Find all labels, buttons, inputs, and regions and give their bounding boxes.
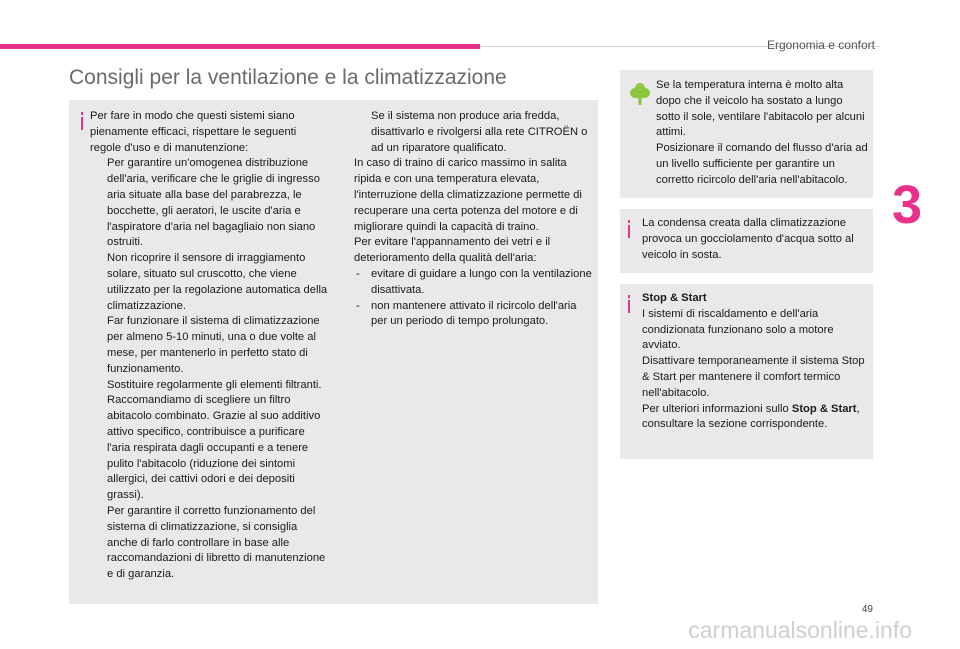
main-column-left (90, 109, 328, 583)
main-column-right (354, 109, 594, 330)
eco-tree-icon (629, 82, 651, 106)
info-icon (624, 220, 634, 238)
eco-tip-text: Posizionare il comando del flusso d'aria ad un livello sufficiente per garantire un corretto ricircolo dell'aria nell'abitacolo. (656, 142, 868, 186)
header-accent-bar (0, 44, 480, 49)
condensation-info-box (620, 209, 873, 273)
list-item: Se il sistema non produce aria fredda, disattivarlo e rivolgersi alla rete CITROËN o ad un riparatore qualificato. (371, 110, 588, 154)
eco-tip-text: Se la temperatura interna è molto alta dopo che il veicolo ha sostato a lungo sotto il sole, ventilare l'abitacolo per alcuni attimi. (656, 79, 865, 139)
page-title: Consigli per la ventilazione e la climatizzazione (69, 66, 507, 89)
towing-text: In caso di traino di carico massimo in salita ripida e con una temperatura elevata, l'interruzione della climatizzazione permette di recuperare una certa potenza del motore e di migliorare quindi la capacità di traino. (354, 157, 582, 233)
stop-start-title: Stop & Start (642, 292, 707, 304)
dash-bullet: - (356, 299, 360, 312)
stop-start-text: Disattivare temporaneamente il sistema Stop & Start per mantenere il comfort termico nell'abitacolo. (642, 355, 865, 399)
dash-bullet: - (356, 267, 360, 280)
watermark: carmanualsonline.info (688, 617, 912, 643)
main-info-box (69, 100, 598, 604)
fogging-intro: Per evitare l'appannamento dei vetri e il deterioramento della qualità dell'aria: (354, 236, 551, 265)
info-icon (624, 295, 634, 313)
eco-tip-box (620, 70, 873, 198)
stop-start-text: I sistemi di riscaldamento e dell'aria condizionata funzionano solo a motore avviato. (642, 307, 834, 352)
list-item: Sostituire regolarmente gli elementi filtranti. Raccomandiamo di scegliere un filtro abitacolo combinato. Grazie al suo additivo attivo specifico, contribuisce a purificare l'aria respirata dagli occupanti e a tenere pulito l'abitacolo (riduzione dei sintomi allergici, dei cattivi odori e dei depositi grassi). (107, 378, 322, 502)
list-item: Far funzionare il sistema di climatizzazione per almeno 5-10 minuti, una o due volte al mese, per mantenerlo in perfetto stato di funzionamento. (107, 315, 320, 375)
list-item: - non mantenere attivato il ricircolo dell'aria per un periodo di tempo prolungato. (356, 299, 577, 328)
list-item: Per garantire il corretto funzionamento del sistema di climatizzazione, si consiglia anche di farlo controllare in base alle raccomandazioni di libretto di manutenzione e di garanzia. (107, 504, 326, 581)
section-title: Ergonomia e confort (766, 38, 875, 52)
info-icon (77, 112, 87, 130)
stop-start-text: Per ulteriori informazioni sullo Stop & Start, consultare la sezione corrispondente. (642, 402, 860, 431)
list-item: - evitare di guidare a lungo con la ventilazione disattivata. (356, 267, 592, 296)
list-item: Per garantire un'omogenea distribuzione dell'aria, verificare che le griglie di ingresso aria situate alla base del parabrezza, le bocchette, gli aeratori, le uscite d'aria e l'aspiratore d'aria nel bagagliaio non siano ostruiti. (107, 157, 320, 249)
condensation-text: La condensa creata dalla climatizzazione provoca un gocciolamento d'acqua sotto al veicolo in sosta. (642, 217, 854, 261)
intro-text: Per fare in modo che questi sistemi siano pienamente efficaci, rispettare le seguenti regole d'uso e di manutenzione: (90, 110, 297, 154)
chapter-number: 3 (891, 175, 922, 235)
list-item: Non ricoprire il sensore di irraggiamento solare, situato sul cruscotto, che viene utilizzato per la regolazione automatica della climatizzazione. (107, 252, 328, 312)
page-number: 49 (861, 604, 873, 615)
stop-start-info-box (620, 284, 873, 459)
